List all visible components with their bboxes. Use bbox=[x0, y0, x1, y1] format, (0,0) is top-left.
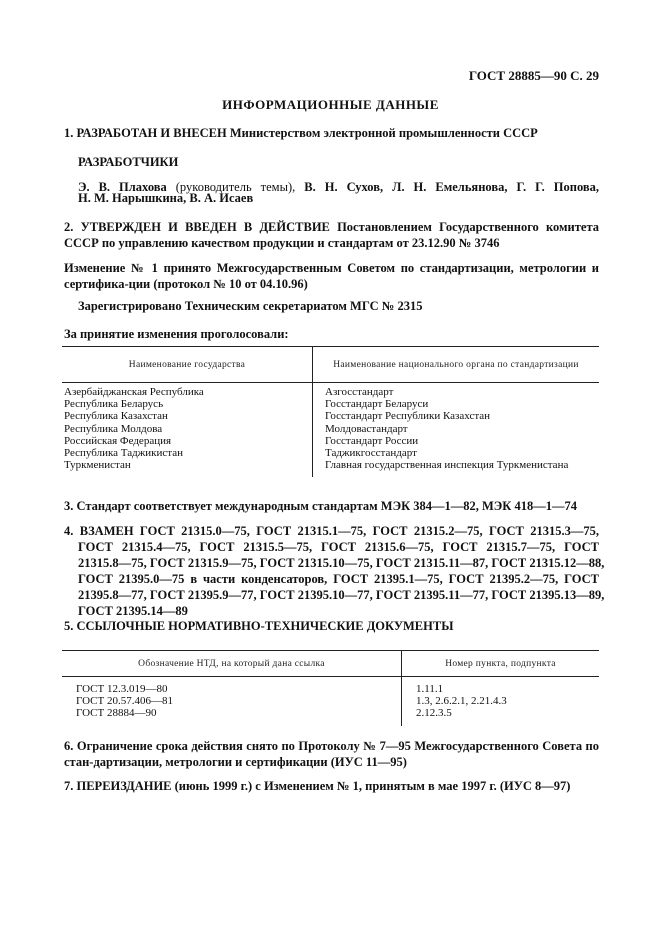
clause-cell: 1.11.1 bbox=[416, 683, 444, 695]
body-cell: Молдовастандарт bbox=[325, 422, 408, 435]
table-row bbox=[62, 423, 599, 435]
state-cell: Азербайджанская Республика bbox=[62, 383, 313, 399]
body-cell: Таджикгосстандарт bbox=[325, 447, 417, 460]
page-header: ГОСТ 28885—90 С. 29 bbox=[468, 68, 599, 83]
section-4-line: 21395.8—77, ГОСТ 21395.9—77, ГОСТ 21395.10—77, ГОСТ 21395.11—77, ГОСТ 21395.13—89, bbox=[78, 588, 605, 602]
state-cell: Республика Таджикистан bbox=[62, 447, 313, 459]
table-row bbox=[62, 695, 599, 707]
section-4-line: ГОСТ 21315.4—75, ГОСТ 21315.5—75, ГОСТ 21315.6—75, ГОСТ 21315.7—75, ГОСТ bbox=[78, 540, 599, 554]
state-cell: Туркменистан bbox=[62, 459, 313, 477]
body-cell: Главная государственная инспекция Туркменистана bbox=[325, 459, 569, 472]
registration-text: Зарегистрировано Техническим секретариатом МГС № 2315 bbox=[78, 299, 423, 313]
amendment-text: Изменение № 1 принято Межгосударственным Советом по стандартизации, метрологии и сертифика-ции (протокол № 10 от 04.10.96) bbox=[64, 261, 599, 291]
state-cell: Российская Федерация bbox=[62, 435, 313, 447]
section-4-line: 4. ВЗАМЕН ГОСТ 21315.0—75, ГОСТ 21315.1—75, ГОСТ 21315.2—75, ГОСТ 21315.3—75, bbox=[64, 524, 599, 538]
state-cell: Республика Беларусь bbox=[62, 398, 313, 410]
section-2: 2. УТВЕРЖДЕН И ВВЕДЕН В ДЕЙСТВИЕ Постановлением Государственного комитета СССР по управлению качеством продукции и стандартам от 23.12.90 № 3746 bbox=[64, 220, 599, 250]
table-row bbox=[62, 677, 599, 696]
table-row bbox=[62, 383, 599, 399]
section-6: 6. Ограничение срока действия снято по Протоколу № 7—95 Межгосударственного Совета по стан-дартизации, метрологии и сертификации (ИУС 11—95) bbox=[64, 739, 599, 769]
table-row bbox=[62, 707, 599, 725]
references-col-clause: Номер пункта, подпункта bbox=[445, 658, 556, 669]
developer-name: Г. Г. Попова, bbox=[516, 180, 600, 194]
section-4-line: 21315.8—75, ГОСТ 21315.9—75, ГОСТ 21315.10—75, ГОСТ 21315.11—87, ГОСТ 21315.12—88, bbox=[78, 556, 605, 570]
references-col-document: Обозначение НТД, на который дана ссылка bbox=[62, 651, 402, 677]
developer-name: В. Н. Сухов, bbox=[304, 180, 384, 194]
page-title: ИНФОРМАЦИОННЫЕ ДАННЫЕ bbox=[222, 97, 439, 112]
developers-line-2: Н. М. Нарышкина, В. А. Исаев bbox=[78, 191, 254, 205]
developer-name: Э. В. Плахова bbox=[78, 180, 167, 194]
section-3: 3. Стандарт соответствует международным стандартам МЭК 384—1—82, МЭК 418—1—74 bbox=[64, 499, 577, 513]
voting-table bbox=[62, 346, 599, 477]
state-cell: Республика Казахстан bbox=[62, 410, 313, 422]
table-row bbox=[62, 459, 599, 477]
section-7: 7. ПЕРЕИЗДАНИЕ (июнь 1999 г.) с Изменением № 1, принятым в мае 1997 г. (ИУС 8—97) bbox=[64, 779, 571, 793]
state-cell: Республика Молдова bbox=[62, 423, 313, 435]
document-cell: ГОСТ 20.57.406—81 bbox=[62, 695, 402, 707]
section-5: 5. ССЫЛОЧНЫЕ НОРМАТИВНО-ТЕХНИЧЕСКИЕ ДОКУМЕНТЫ bbox=[64, 619, 454, 633]
table-row bbox=[62, 447, 599, 459]
body-cell: Госстандарт Республики Казахстан bbox=[325, 410, 491, 423]
table-row bbox=[62, 435, 599, 447]
body-cell: Азгосстандарт bbox=[325, 386, 394, 398]
developer-role: (руководитель темы), bbox=[175, 180, 296, 194]
document-cell: ГОСТ 12.3.019—80 bbox=[62, 677, 402, 696]
section-4-line: ГОСТ 21395.14—89 bbox=[78, 604, 188, 618]
developers-heading: РАЗРАБОТЧИКИ bbox=[78, 155, 179, 169]
body-cell: Госстандарт Беларуси bbox=[325, 398, 429, 411]
table-row bbox=[62, 398, 599, 410]
clause-cell: 1.3, 2.6.2.1, 2.21.4.3 bbox=[416, 695, 507, 708]
clause-cell: 2.12.3.5 bbox=[416, 707, 452, 720]
voting-col-body: Наименование национального органа по стандартизации bbox=[333, 359, 579, 370]
references-table bbox=[62, 650, 599, 726]
document-cell: ГОСТ 28884—90 bbox=[62, 707, 402, 725]
body-cell: Госстандарт России bbox=[325, 434, 419, 447]
section-4-continued bbox=[78, 539, 605, 619]
developer-name: Л. Н. Емельянова, bbox=[392, 180, 508, 194]
voting-col-state: Наименование государства bbox=[62, 347, 313, 383]
section-4 bbox=[64, 523, 599, 539]
voted-heading: За принятие изменения проголосовали: bbox=[64, 327, 289, 341]
table-row bbox=[62, 410, 599, 422]
section-4-line: ГОСТ 21395.0—75 в части конденсаторов, ГОСТ 21395.1—75, ГОСТ 21395.2—75, ГОСТ bbox=[78, 572, 599, 586]
section-1: 1. РАЗРАБОТАН И ВНЕСЕН Министерством электронной промышленности СССР bbox=[64, 126, 538, 140]
